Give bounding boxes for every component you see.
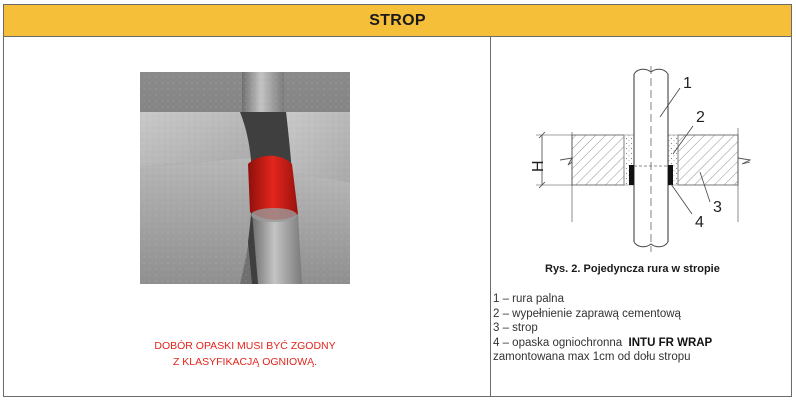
warning-line-1: DOBÓR OPASKI MUSI BYĆ ZGODNY [154,340,336,352]
slab-left [572,135,624,185]
fire-wrap-left [629,165,634,185]
legend-item-2: 2 – wypełnienie zaprawą cementową [493,307,681,320]
label-filling: 2 [696,109,705,126]
figure-caption: Rys. 2. Pojedyncza rura w stropie [545,263,720,275]
legend-item-1: 1 – rura palna [493,293,564,305]
legend-item-3: 3 – strop [493,322,538,334]
legend-item-4-text: 4 – opaska ogniochronna [493,336,623,349]
legend-item-4-product: INTU FR WRAP [628,336,713,349]
slab-pipe-render [140,72,350,284]
label-height: H [530,160,547,172]
section-header [4,5,791,37]
warning-line-2: Z KLASYFIKACJĄ OGNIOWĄ. [172,356,318,368]
section-title: STROP [369,11,426,29]
legend-item-4 [493,336,712,351]
label-slab: 3 [713,199,722,216]
legend-item-4-note: zamontowana max 1cm od dołu stropu [493,351,691,363]
slab-right [678,135,738,185]
diagram-legend [493,292,712,365]
column-divider [490,36,491,396]
pipe-in-slab-diagram [530,62,760,252]
label-wrap: 4 [695,214,704,231]
label-pipe: 1 [683,75,692,92]
fire-classification-warning [120,338,370,370]
fire-wrap-right [668,165,673,185]
